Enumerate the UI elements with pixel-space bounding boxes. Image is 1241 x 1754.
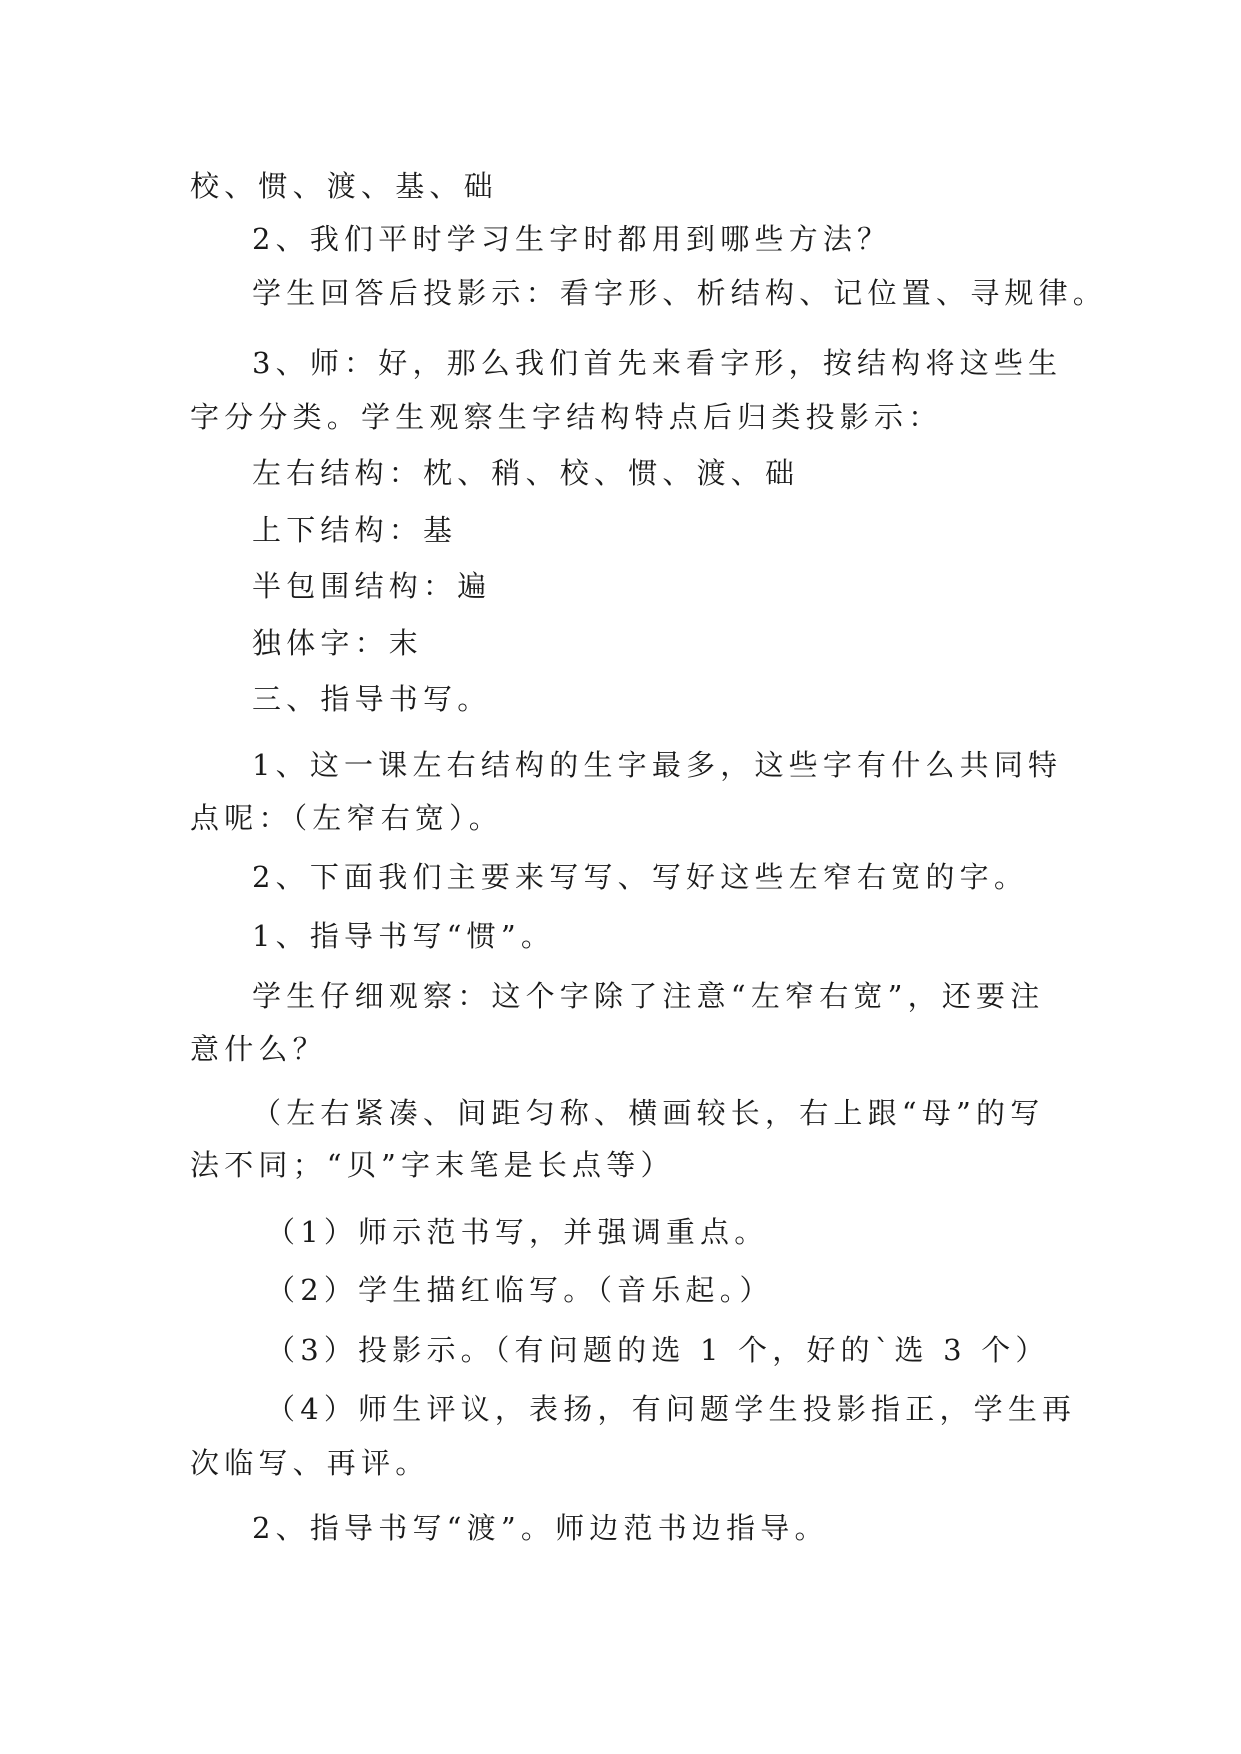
text-line: （左右紧凑、间距匀称、横画较长，右上跟“母”的写 <box>252 1096 1045 1130</box>
text-line: （4）师生评议，表扬，有问题学生投影指正，学生再 <box>266 1392 1077 1426</box>
text-line: 1、这一课左右结构的生字最多，这些字有什么共同特 <box>252 748 1063 782</box>
text-line: 1、指导书写“惯”。 <box>252 919 556 953</box>
text-line: 2、指导书写“渡”。师边范书边指导。 <box>252 1511 829 1545</box>
text-line: 左右结构：枕、稍、校、惯、渡、础 <box>252 456 800 490</box>
text-line: 字分分类。学生观察生字结构特点后归类投影示： <box>190 400 943 434</box>
text-line: （1）师示范书写，并强调重点。 <box>266 1215 769 1249</box>
text-line: 上下结构：基 <box>252 513 458 547</box>
text-line: 学生回答后投影示：看字形、析结构、记位置、寻规律。 <box>252 276 1108 310</box>
text-line: 2、下面我们主要来写写、写好这些左窄右宽的字。 <box>252 860 1029 894</box>
text-line: 法不同；“贝”字末笔是长点等） <box>190 1148 675 1182</box>
text-line: （3）投影示。（有问题的选 1 个，好的`选 3 个） <box>266 1333 1050 1367</box>
text-line: 半包围结构：遍 <box>252 569 492 603</box>
text-line: 学生仔细观察：这个字除了注意“左窄右宽”，还要注 <box>252 979 1045 1013</box>
text-line: 2、我们平时学习生字时都用到哪些方法？ <box>252 222 892 256</box>
text-line: 次临写、再评。 <box>190 1446 430 1480</box>
text-line: 意什么？ <box>190 1032 327 1066</box>
text-line: 点呢：（左窄右宽）。 <box>190 801 504 835</box>
text-line: 独体字：末 <box>252 626 424 660</box>
text-line: （2）学生描红临写。（音乐起。） <box>266 1273 774 1307</box>
text-line: 三、指导书写。 <box>252 682 492 716</box>
text-line: 3、师：好，那么我们首先来看字形，按结构将这些生 <box>252 346 1063 380</box>
text-line: 校、惯、渡、基、础 <box>190 169 498 203</box>
